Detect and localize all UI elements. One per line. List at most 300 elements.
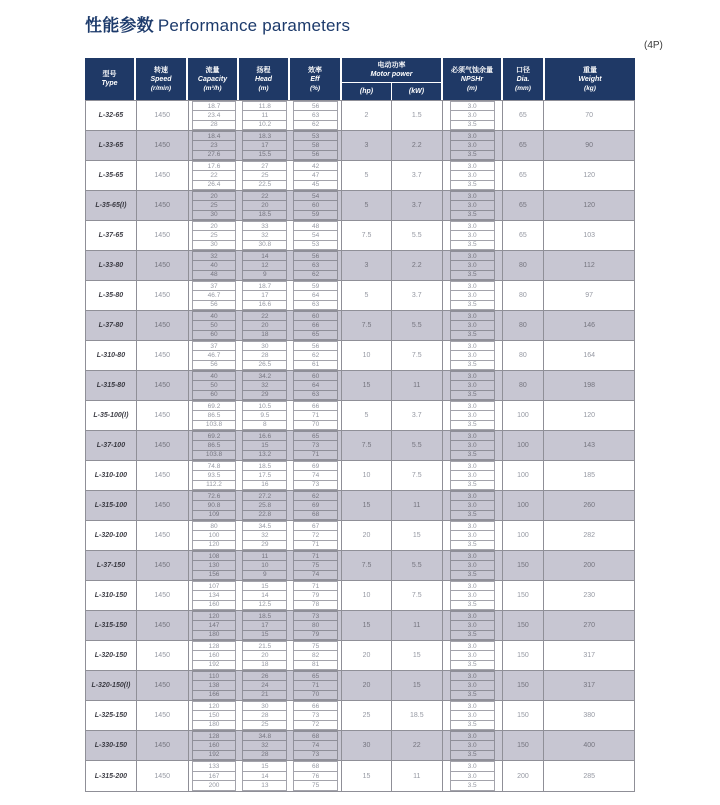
capacity-cell-value: 40 <box>192 371 237 381</box>
head-cell <box>239 701 290 730</box>
capacity-cell-value: 74.8 <box>192 461 237 471</box>
npshr-cell-value: 3.0 <box>450 111 495 120</box>
table-row <box>86 101 634 131</box>
npshr-cell <box>443 191 503 220</box>
eff-cell-value: 59 <box>293 281 338 291</box>
head-cell-value: 15 <box>242 441 287 450</box>
npshr-cell-value: 3.5 <box>450 751 495 760</box>
npshr-cell-value: 3.0 <box>450 711 495 720</box>
npshr-cell-value: 3.0 <box>450 381 495 390</box>
header-npshr-en: NPSHr <box>460 75 484 83</box>
npshr-cell-value: 3.0 <box>450 521 495 531</box>
kw-cell: 22 <box>392 731 443 760</box>
head-cell-value: 15 <box>242 631 287 640</box>
eff-cell-value: 74 <box>293 471 338 480</box>
table-header <box>85 58 635 100</box>
head-cell <box>239 731 290 760</box>
head-cell-value: 25 <box>242 171 287 180</box>
dia-cell: 100 <box>503 521 545 550</box>
eff-cell-value: 73 <box>293 711 338 720</box>
npshr-cell-value: 3.0 <box>450 531 495 540</box>
npshr-cell-value: 3.0 <box>450 281 495 291</box>
npshr-cell <box>443 311 503 340</box>
dia-cell: 150 <box>503 671 545 700</box>
speed-cell: 1450 <box>137 191 189 220</box>
head-cell <box>239 131 290 160</box>
capacity-cell <box>189 161 240 190</box>
head-cell-value: 18 <box>242 331 287 340</box>
head-cell-value: 10 <box>242 561 287 570</box>
hp-cell: 10 <box>342 461 392 490</box>
header-eff-unit: (%) <box>309 84 321 92</box>
npshr-cell-value: 3.0 <box>450 401 495 411</box>
header-type-en: Type <box>101 80 118 87</box>
eff-cell <box>290 611 342 640</box>
eff-cell-value: 53 <box>293 131 338 141</box>
eff-cell-value: 70 <box>293 691 338 700</box>
npshr-cell-value: 3.5 <box>450 151 495 160</box>
capacity-cell <box>189 641 240 670</box>
capacity-cell-value: 80 <box>192 521 237 531</box>
capacity-cell <box>189 371 240 400</box>
header-weight-unit: (kg) <box>584 84 596 92</box>
header-hp-unit: (hp) <box>342 83 392 100</box>
speed-cell: 1450 <box>137 161 189 190</box>
capacity-cell-value: 103.8 <box>192 421 237 430</box>
eff-cell-value: 62 <box>293 491 338 501</box>
capacity-cell-value: 200 <box>192 781 237 791</box>
capacity-cell-value: 108 <box>192 551 237 561</box>
dia-cell: 65 <box>503 131 545 160</box>
kw-cell: 15 <box>392 641 443 670</box>
hp-cell: 25 <box>342 701 392 730</box>
kw-cell: 11 <box>392 761 443 791</box>
speed-cell: 1450 <box>137 581 189 610</box>
capacity-cell-value: 72.6 <box>192 491 237 501</box>
speed-cell: 1450 <box>137 371 189 400</box>
weight-cell: 164 <box>583 352 596 359</box>
eff-cell-value: 66 <box>293 321 338 330</box>
npshr-cell <box>443 101 503 130</box>
head-cell-value: 25.8 <box>242 501 287 510</box>
eff-cell-value: 65 <box>293 671 338 681</box>
eff-cell-value: 53 <box>293 241 338 250</box>
hp-cell: 10 <box>342 341 392 370</box>
npshr-cell-value: 3.0 <box>450 461 495 471</box>
table-row <box>86 641 634 671</box>
capacity-cell-value: 27.6 <box>192 151 237 160</box>
speed-cell: 1450 <box>137 761 189 791</box>
capacity-cell <box>189 731 240 760</box>
capacity-cell-value: 90.8 <box>192 501 237 510</box>
npshr-cell <box>443 521 503 550</box>
capacity-cell-value: 107 <box>192 581 237 591</box>
table-row <box>86 131 634 161</box>
eff-cell-value: 73 <box>293 751 338 760</box>
eff-cell-value: 75 <box>293 641 338 651</box>
head-cell-value: 20 <box>242 321 287 330</box>
weight-cell: 317 <box>583 652 596 659</box>
capacity-cell <box>189 491 240 520</box>
table-body <box>85 100 635 792</box>
head-cell <box>239 641 290 670</box>
npshr-cell-value: 3.0 <box>450 411 495 420</box>
header-npshr-unit: (m) <box>466 84 478 92</box>
npshr-cell-value: 3.5 <box>450 511 495 520</box>
model-cell: L-310-80 <box>86 341 137 370</box>
capacity-cell-value: 18.4 <box>192 131 237 141</box>
weight-cell: 380 <box>583 712 596 719</box>
head-cell <box>239 551 290 580</box>
model-cell: L-315-80 <box>86 371 137 400</box>
capacity-cell-value: 17.6 <box>192 161 237 171</box>
eff-cell-value: 63 <box>293 261 338 270</box>
head-cell <box>239 611 290 640</box>
capacity-cell <box>189 101 240 130</box>
head-cell <box>239 761 290 791</box>
eff-cell-value: 60 <box>293 201 338 210</box>
weight-cell: 143 <box>583 442 596 449</box>
head-cell-value: 28 <box>242 751 287 760</box>
dia-cell: 65 <box>503 191 545 220</box>
npshr-cell <box>443 581 503 610</box>
capacity-cell-value: 133 <box>192 761 237 772</box>
weight-cell: 270 <box>583 622 596 629</box>
capacity-cell-value: 18.7 <box>192 101 237 111</box>
capacity-cell-value: 50 <box>192 381 237 390</box>
capacity-cell-value: 25 <box>192 201 237 210</box>
eff-cell-value: 74 <box>293 571 338 580</box>
eff-cell-value: 71 <box>293 681 338 690</box>
kw-cell: 5.5 <box>392 431 443 460</box>
npshr-cell-value: 3.0 <box>450 251 495 261</box>
model-cell: L-35-65(I) <box>86 191 137 220</box>
npshr-cell-value: 3.0 <box>450 611 495 621</box>
table-row <box>86 761 634 791</box>
eff-cell-value: 56 <box>293 101 338 111</box>
table-row <box>86 581 634 611</box>
dia-cell: 100 <box>503 431 545 460</box>
speed-cell: 1450 <box>137 341 189 370</box>
hp-cell: 20 <box>342 521 392 550</box>
eff-cell-value: 72 <box>293 721 338 730</box>
head-cell-value: 17 <box>242 621 287 630</box>
table-row <box>86 491 634 521</box>
eff-cell <box>290 551 342 580</box>
weight-cell: 103 <box>583 232 596 239</box>
head-cell-value: 34.5 <box>242 521 287 531</box>
dia-cell: 150 <box>503 551 545 580</box>
eff-cell-value: 81 <box>293 661 338 670</box>
npshr-cell-value: 3.0 <box>450 431 495 441</box>
head-cell-value: 15 <box>242 581 287 591</box>
head-cell-value: 15.5 <box>242 151 287 160</box>
table-row <box>86 371 634 401</box>
hp-cell: 15 <box>342 761 392 791</box>
eff-cell <box>290 491 342 520</box>
speed-cell: 1450 <box>137 551 189 580</box>
eff-cell-value: 68 <box>293 731 338 741</box>
eff-cell <box>290 311 342 340</box>
dia-cell: 100 <box>503 491 545 520</box>
npshr-cell-value: 3.5 <box>450 721 495 730</box>
weight-cell: 70 <box>585 112 594 119</box>
eff-cell <box>290 461 342 490</box>
head-cell-value: 22.5 <box>242 181 287 190</box>
capacity-cell <box>189 761 240 791</box>
head-cell <box>239 671 290 700</box>
npshr-cell-value: 3.0 <box>450 501 495 510</box>
npshr-cell-value: 3.0 <box>450 171 495 180</box>
capacity-cell-value: 23.4 <box>192 111 237 120</box>
npshr-cell <box>443 731 503 760</box>
header-eff-zh: 效率 <box>308 66 322 74</box>
speed-cell: 1450 <box>137 491 189 520</box>
eff-cell-value: 71 <box>293 581 338 591</box>
weight-cell: 112 <box>583 262 595 269</box>
npshr-cell-value: 3.5 <box>450 121 495 130</box>
header-capacity <box>188 58 239 100</box>
capacity-cell-value: 69.2 <box>192 431 237 441</box>
capacity-cell-value: 25 <box>192 231 237 240</box>
head-cell-value: 32 <box>242 231 287 240</box>
capacity-cell-value: 109 <box>192 511 237 520</box>
eff-cell-value: 75 <box>293 781 338 791</box>
dia-cell: 80 <box>503 251 545 280</box>
eff-cell <box>290 101 342 130</box>
eff-cell-value: 72 <box>293 531 338 540</box>
npshr-cell <box>443 221 503 250</box>
capacity-cell-value: 56 <box>192 301 237 310</box>
npshr-cell-value: 3.0 <box>450 141 495 150</box>
npshr-cell-value: 3.0 <box>450 471 495 480</box>
eff-cell <box>290 281 342 310</box>
npshr-cell-value: 3.0 <box>450 491 495 501</box>
eff-cell-value: 71 <box>293 551 338 561</box>
pole-count-note: (4P) <box>644 40 663 51</box>
head-cell-value: 32 <box>242 741 287 750</box>
eff-cell <box>290 341 342 370</box>
capacity-cell-value: 128 <box>192 731 237 741</box>
capacity-cell <box>189 341 240 370</box>
npshr-cell-value: 3.5 <box>450 421 495 430</box>
capacity-cell-value: 150 <box>192 711 237 720</box>
npshr-cell-value: 3.5 <box>450 481 495 490</box>
table-row <box>86 191 634 221</box>
capacity-cell-value: 28 <box>192 121 237 130</box>
head-cell-value: 32 <box>242 381 287 390</box>
npshr-cell-value: 3.5 <box>450 541 495 550</box>
capacity-cell-value: 93.5 <box>192 471 237 480</box>
eff-cell-value: 63 <box>293 391 338 400</box>
capacity-cell <box>189 431 240 460</box>
eff-cell-value: 60 <box>293 311 338 321</box>
hp-cell: 5 <box>342 161 392 190</box>
speed-cell: 1450 <box>137 311 189 340</box>
npshr-cell-value: 3.0 <box>450 341 495 351</box>
header-head-zh: 扬程 <box>256 66 271 74</box>
eff-cell <box>290 131 342 160</box>
head-cell-value: 22.8 <box>242 511 287 520</box>
capacity-cell-value: 160 <box>192 601 237 610</box>
header-type <box>85 58 136 100</box>
head-cell <box>239 401 290 430</box>
page-title <box>85 11 350 36</box>
header-weight-en: Weight <box>578 75 602 83</box>
kw-cell: 3.7 <box>392 191 443 220</box>
head-cell-value: 32 <box>242 531 287 540</box>
head-cell-value: 14 <box>242 251 287 261</box>
speed-cell: 1450 <box>137 611 189 640</box>
npshr-cell-value: 3.5 <box>450 241 495 250</box>
eff-cell-value: 56 <box>293 341 338 351</box>
eff-cell-value: 68 <box>293 761 338 772</box>
eff-cell-value: 74 <box>293 741 338 750</box>
eff-cell-value: 47 <box>293 171 338 180</box>
head-cell-value: 17.5 <box>242 471 287 480</box>
eff-cell-value: 73 <box>293 481 338 490</box>
eff-cell-value: 79 <box>293 631 338 640</box>
head-cell-value: 18.3 <box>242 131 287 141</box>
capacity-cell-value: 180 <box>192 721 237 730</box>
npshr-cell <box>443 491 503 520</box>
npshr-cell-value: 3.0 <box>450 761 495 772</box>
head-cell-value: 22 <box>242 191 287 201</box>
eff-cell-value: 65 <box>293 331 338 340</box>
head-cell-value: 30 <box>242 341 287 351</box>
weight-cell: 97 <box>585 292 594 299</box>
weight-cell: 282 <box>583 532 596 539</box>
head-cell-value: 27.2 <box>242 491 287 501</box>
header-speed-unit: (r/min) <box>150 84 172 92</box>
npshr-cell-value: 3.0 <box>450 321 495 330</box>
eff-cell <box>290 761 342 791</box>
eff-cell-value: 78 <box>293 601 338 610</box>
speed-cell: 1450 <box>137 401 189 430</box>
header-head <box>239 58 290 100</box>
eff-cell <box>290 581 342 610</box>
header-head-unit: (m) <box>258 84 269 92</box>
model-cell: L-33-80 <box>86 251 137 280</box>
npshr-cell-value: 3.0 <box>450 591 495 600</box>
speed-cell: 1450 <box>137 671 189 700</box>
eff-cell-value: 62 <box>293 351 338 360</box>
capacity-cell-value: 110 <box>192 671 237 681</box>
table-row <box>86 521 634 551</box>
dia-cell: 65 <box>503 161 545 190</box>
eff-cell-value: 73 <box>293 441 338 450</box>
table-row <box>86 461 634 491</box>
capacity-cell-value: 69.2 <box>192 401 237 411</box>
page-title-en: Performance parameters <box>157 16 351 35</box>
dia-cell: 80 <box>503 371 545 400</box>
head-cell-value: 18.5 <box>242 211 287 220</box>
eff-cell <box>290 161 342 190</box>
head-cell-value: 18.7 <box>242 281 287 291</box>
npshr-cell-value: 3.0 <box>450 291 495 300</box>
head-cell-value: 21.5 <box>242 641 287 651</box>
capacity-cell-value: 32 <box>192 251 237 261</box>
eff-cell-value: 48 <box>293 221 338 231</box>
eff-cell <box>290 521 342 550</box>
head-cell <box>239 371 290 400</box>
table-row <box>86 401 634 431</box>
eff-cell-value: 69 <box>293 501 338 510</box>
eff-cell-value: 70 <box>293 421 338 430</box>
npshr-cell-value: 3.5 <box>450 181 495 190</box>
kw-cell: 11 <box>392 371 443 400</box>
speed-cell: 1450 <box>137 461 189 490</box>
speed-cell: 1450 <box>137 701 189 730</box>
npshr-cell-value: 3.5 <box>450 601 495 610</box>
eff-cell-value: 42 <box>293 161 338 171</box>
hp-cell: 7.5 <box>342 551 392 580</box>
head-cell-value: 21 <box>242 691 287 700</box>
speed-cell: 1450 <box>137 431 189 460</box>
npshr-cell-value: 3.0 <box>450 351 495 360</box>
weight-cell: 317 <box>583 682 596 689</box>
eff-cell <box>290 731 342 760</box>
table-row <box>86 311 634 341</box>
model-cell: L-320-150(I) <box>86 671 137 700</box>
model-cell: L-310-150 <box>86 581 137 610</box>
eff-cell-value: 65 <box>293 431 338 441</box>
header-capacity-unit: (m³/h) <box>203 84 222 92</box>
capacity-cell <box>189 221 240 250</box>
eff-cell-value: 67 <box>293 521 338 531</box>
model-cell: L-37-100 <box>86 431 137 460</box>
npshr-cell-value: 3.0 <box>450 371 495 381</box>
kw-cell: 3.7 <box>392 401 443 430</box>
speed-cell: 1450 <box>137 641 189 670</box>
eff-cell-value: 63 <box>293 111 338 120</box>
dia-cell: 200 <box>503 761 545 791</box>
head-cell <box>239 491 290 520</box>
kw-cell: 2.2 <box>392 131 443 160</box>
head-cell-value: 20 <box>242 201 287 210</box>
dia-cell: 100 <box>503 401 545 430</box>
weight-cell: 120 <box>583 412 596 419</box>
hp-cell: 7.5 <box>342 431 392 460</box>
npshr-cell <box>443 131 503 160</box>
capacity-cell-value: 46.7 <box>192 291 237 300</box>
capacity-cell <box>189 401 240 430</box>
npshr-cell-value: 3.5 <box>450 301 495 310</box>
head-cell-value: 10.5 <box>242 401 287 411</box>
hp-cell: 5 <box>342 401 392 430</box>
dia-cell: 100 <box>503 461 545 490</box>
head-cell <box>239 161 290 190</box>
npshr-cell-value: 3.0 <box>450 131 495 141</box>
npshr-cell-value: 3.0 <box>450 561 495 570</box>
head-cell <box>239 431 290 460</box>
npshr-cell <box>443 341 503 370</box>
eff-cell <box>290 431 342 460</box>
eff-cell-value: 59 <box>293 211 338 220</box>
eff-cell-value: 56 <box>293 251 338 261</box>
hp-cell: 7.5 <box>342 311 392 340</box>
eff-cell <box>290 671 342 700</box>
capacity-cell <box>189 251 240 280</box>
model-cell: L-315-150 <box>86 611 137 640</box>
speed-cell: 1450 <box>137 221 189 250</box>
head-cell-value: 30 <box>242 701 287 711</box>
hp-cell: 15 <box>342 491 392 520</box>
capacity-cell-value: 30 <box>192 211 237 220</box>
npshr-cell <box>443 281 503 310</box>
hp-cell: 15 <box>342 371 392 400</box>
eff-cell-value: 56 <box>293 151 338 160</box>
